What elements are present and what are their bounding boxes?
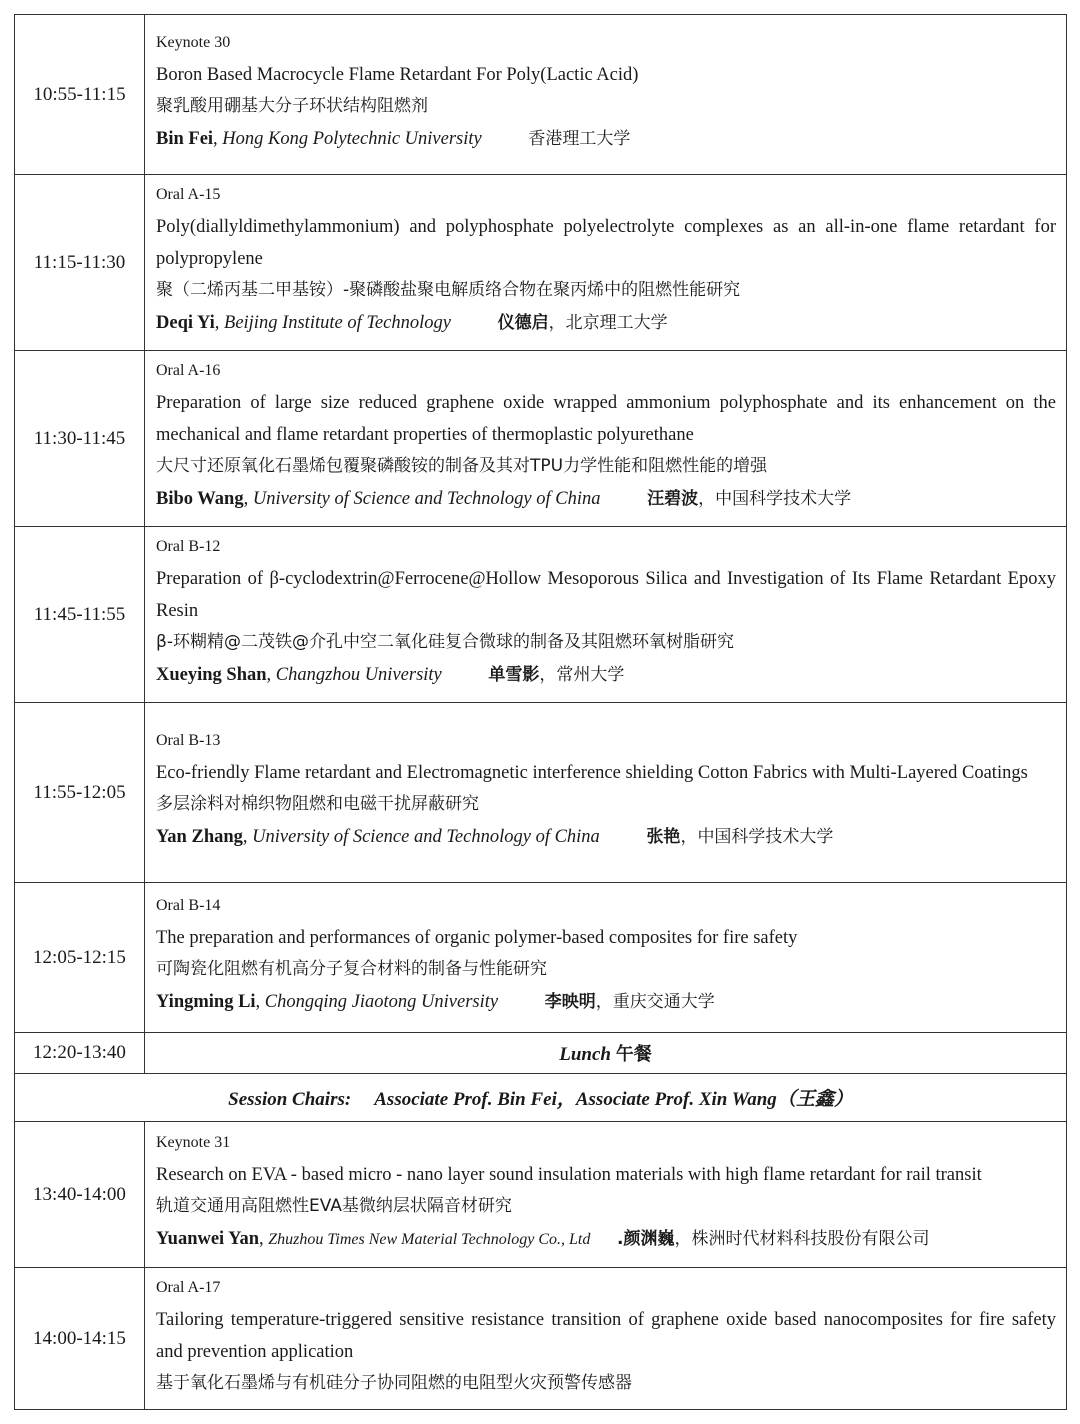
session-time: 13:40-14:00 — [15, 1122, 145, 1268]
lunch-label-en: Lunch — [559, 1044, 611, 1065]
speaker-line: Yan Zhang, University of Science and Technology of China 张艳，中国科学技术大学 — [156, 827, 834, 847]
session-tag: Oral A-16 — [156, 362, 221, 379]
talk-title-cn: 基于氧化石墨烯与有机硅分子协同阻燃的电阻型火灾预警传感器 — [156, 1373, 632, 1393]
talk-title: Eco-friendly Flame retardant and Electromagnetic interference shielding Cotton Fabrics with Multi-Layered Coatings — [156, 763, 1028, 783]
talk-title-cn: β-环糊精@二茂铁@介孔中空二氧化硅复合微球的制备及其阻燃环氧树脂研究 — [156, 632, 734, 652]
talk-title-cn: 可陶瓷化阻燃有机高分子复合材料的制备与性能研究 — [156, 959, 547, 979]
session-chairs-names: Associate Prof. Bin Fei，Associate Prof. Xin Wang — [374, 1089, 777, 1110]
speaker-affiliation-cn: 中国科学技术大学 — [715, 489, 852, 509]
talk-title: The preparation and performances of organic polymer-based composites for fire safety — [156, 928, 798, 948]
session-chairs-label: Session Chairs: — [228, 1089, 352, 1110]
talk-title-cn: 多层涂料对棉织物阻燃和电磁干扰屏蔽研究 — [156, 794, 479, 814]
session-tag: Oral A-15 — [156, 186, 221, 203]
session-time: 11:45-11:55 — [15, 527, 145, 703]
session-row — [15, 15, 1067, 175]
speaker-name: Yingming Li — [156, 992, 256, 1012]
session-content — [145, 175, 1067, 351]
speaker-name-cn: 汪碧波 — [647, 489, 699, 509]
talk-title-cn: 大尺寸还原氧化石墨烯包覆聚磷酸铵的制备及其对TPU力学性能和阻燃性能的增强 — [156, 456, 768, 476]
speaker-name: Yan Zhang — [156, 827, 243, 847]
talk-title: Preparation of β-cyclodextrin@Ferrocene@Hollow Mesoporous Silica and Investigation of Its Flame Retardant Epoxy Resin — [156, 569, 1056, 621]
session-time: 12:05-12:15 — [15, 883, 145, 1033]
speaker-name: Bin Fei — [156, 129, 214, 149]
session-time: 11:55-12:05 — [15, 703, 145, 883]
speaker-name-cn: 仪德启 — [497, 313, 549, 333]
talk-title: Preparation of large size reduced graphene oxide wrapped ammonium polyphosphate and its enhancement on the mechanical and flame retardant properties of thermoplastic polyurethane — [156, 393, 1056, 445]
session-row — [15, 351, 1067, 527]
session-row — [15, 1122, 1067, 1268]
speaker-line: Bin Fei, Hong Kong Polytechnic University 香港理工大学 — [156, 129, 631, 149]
talk-title-cn: 聚（二烯丙基二甲基铵）-聚磷酸盐聚电解质络合物在聚丙烯中的阻燃性能研究 — [156, 280, 741, 300]
session-content — [145, 15, 1067, 175]
talk-title-cn: 轨道交通用高阻燃性EVA基微纳层状隔音材研究 — [156, 1195, 512, 1216]
speaker-line: Xueying Shan, Changzhou University 单雪影，常州大学 — [156, 665, 625, 685]
lunch-label — [145, 1033, 1067, 1074]
speaker-name: Deqi Yi — [156, 313, 215, 333]
session-chairs — [15, 1074, 1067, 1122]
session-content — [145, 1268, 1067, 1410]
speaker-affiliation: Changzhou University — [275, 665, 442, 685]
speaker-name-cn: 李映明 — [544, 992, 596, 1012]
talk-title: Poly(diallyldimethylammonium) and polyphosphate polyelectrolyte complexes as an all-in-one flame retardant for polypropylene — [156, 217, 1056, 269]
session-chair-cn: （王鑫） — [776, 1088, 853, 1110]
session-time: 11:30-11:45 — [15, 351, 145, 527]
speaker-affiliation-cn: 中国科学技术大学 — [697, 827, 834, 847]
session-row — [15, 703, 1067, 883]
lunch-label-cn: 午餐 — [615, 1044, 652, 1065]
speaker-name-cn: 张艳 — [646, 827, 681, 847]
speaker-name-cn: .颜渊巍 — [616, 1228, 675, 1249]
speaker-name: Bibo Wang — [156, 489, 244, 509]
session-row — [15, 527, 1067, 703]
session-time: 14:00-14:15 — [15, 1268, 145, 1410]
speaker-affiliation-cn: 株洲时代材料科技股份有限公司 — [691, 1228, 930, 1249]
session-row — [15, 1268, 1067, 1410]
speaker-affiliation: University of Science and Technology of China — [252, 489, 601, 509]
talk-title: Boron Based Macrocycle Flame Retardant For Poly(Lactic Acid) — [156, 65, 639, 85]
speaker-name-cn: 单雪影 — [488, 665, 540, 685]
talk-title: Tailoring temperature-triggered sensitive resistance transition of graphene oxide based nanocomposites for fire safety and prevention application — [156, 1310, 1056, 1362]
session-tag: Oral B-13 — [156, 732, 221, 749]
session-row — [15, 883, 1067, 1033]
session-tag: Keynote 31 — [156, 1133, 231, 1151]
speaker-affiliation-cn: 香港理工大学 — [528, 129, 631, 149]
speaker-affiliation: Chongqing Jiaotong University — [264, 992, 499, 1012]
lunch-row — [15, 1033, 1067, 1074]
lunch-time: 12:20-13:40 — [15, 1033, 145, 1074]
speaker-line: Yuanwei Yan, Zhuzhou Times New Material Technology Co., Ltd .颜渊巍，株洲时代材料科技股份有限公司 — [156, 1228, 930, 1249]
talk-title-cn: 聚乳酸用硼基大分子环状结构阻燃剂 — [156, 96, 428, 116]
session-chairs-row — [15, 1074, 1067, 1122]
talk-title: Research on EVA - based micro - nano layer sound insulation materials with high flame retardant for rail transit — [156, 1164, 982, 1185]
speaker-affiliation: Beijing Institute of Technology — [224, 313, 451, 333]
session-tag: Oral A-17 — [156, 1279, 221, 1296]
speaker-affiliation-cn: 重庆交通大学 — [612, 992, 715, 1012]
speaker-affiliation: University of Science and Technology of China — [252, 827, 600, 847]
session-tag: Oral B-12 — [156, 538, 221, 555]
session-time: 11:15-11:30 — [15, 175, 145, 351]
session-content — [145, 527, 1067, 703]
speaker-name: Xueying Shan — [156, 665, 267, 685]
speaker-line: Bibo Wang, University of Science and Technology of China 汪碧波，中国科学技术大学 — [156, 489, 852, 509]
session-content — [145, 1122, 1067, 1268]
speaker-name: Yuanwei Yan — [156, 1228, 259, 1249]
session-content — [145, 703, 1067, 883]
speaker-affiliation-cn: 常州大学 — [556, 665, 625, 685]
session-row — [15, 175, 1067, 351]
session-tag: Oral B-14 — [156, 897, 221, 914]
session-content — [145, 883, 1067, 1033]
session-time: 10:55-11:15 — [15, 15, 145, 175]
schedule-table — [14, 14, 1067, 1410]
session-content — [145, 351, 1067, 527]
speaker-affiliation: Hong Kong Polytechnic University — [222, 129, 482, 149]
speaker-line: Deqi Yi, Beijing Institute of Technology 仪德启，北京理工大学 — [156, 313, 668, 333]
speaker-affiliation-cn: 北京理工大学 — [565, 313, 668, 333]
speaker-line: Yingming Li, Chongqing Jiaotong University 李映明，重庆交通大学 — [156, 992, 715, 1012]
session-tag: Keynote 30 — [156, 34, 231, 51]
speaker-affiliation: Zhuzhou Times New Material Technology Co., Ltd — [268, 1230, 591, 1248]
